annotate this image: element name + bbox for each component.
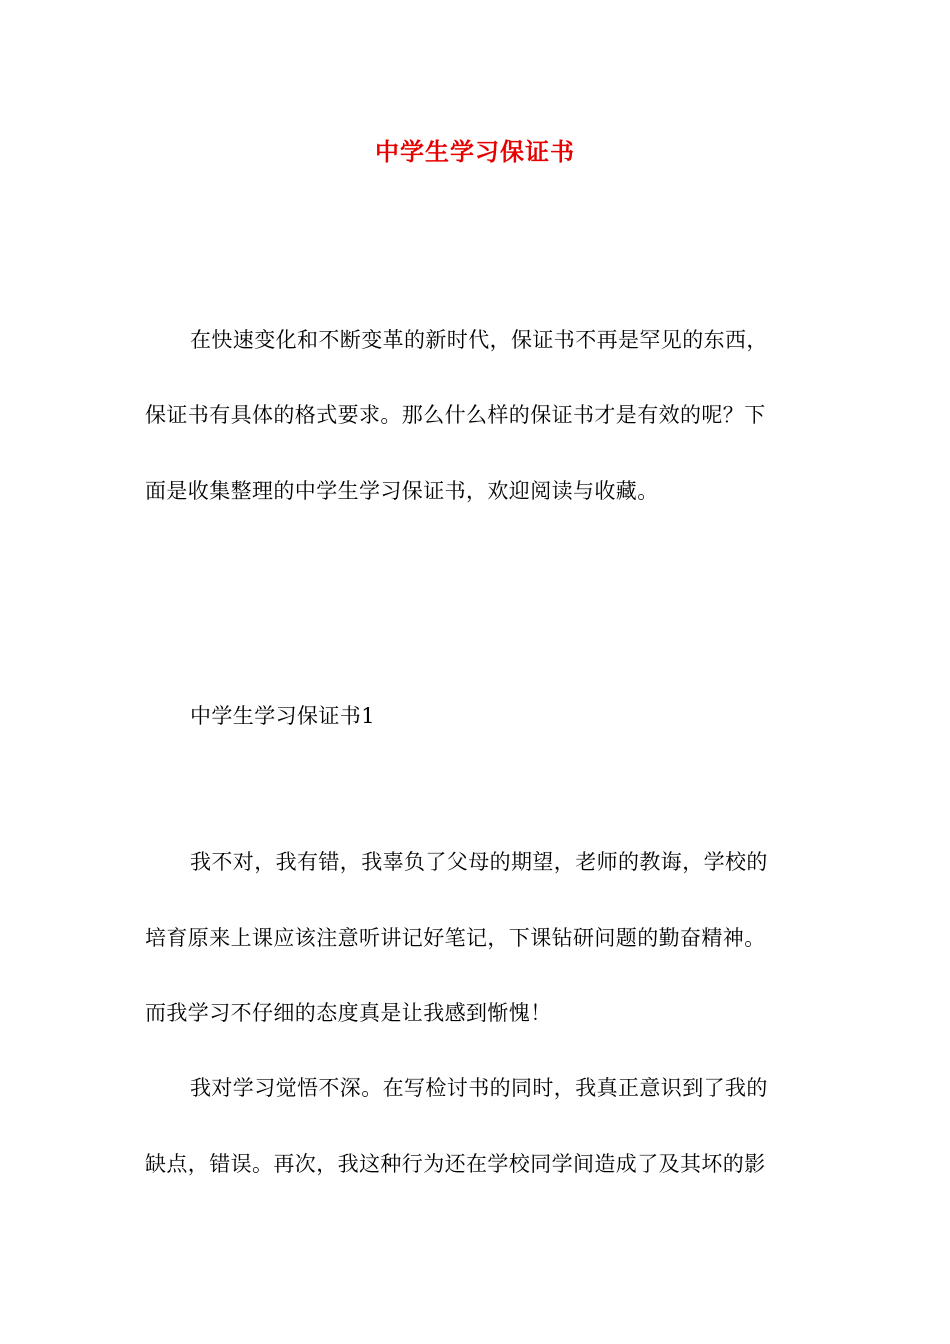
paragraph-line: 培育原来上课应该注意听讲记好笔记，下课钻研问题的勤奋精神。	[145, 926, 766, 950]
paragraph-line: 保证书有具体的格式要求。那么什么样的保证书才是有效的呢？下	[145, 403, 766, 427]
paragraph-line: 面是收集整理的中学生学习保证书，欢迎阅读与收藏。	[145, 479, 659, 503]
document-title: 中学生学习保证书	[375, 137, 575, 166]
paragraph-line: 在快速变化和不断变革的新时代，保证书不再是罕见的东西，	[190, 328, 768, 352]
paragraph-line: 而我学习不仔细的态度真是让我感到惭愧！	[145, 1001, 552, 1025]
section-heading: 中学生学习保证书1	[190, 704, 375, 728]
paragraph-line: 我对学习觉悟不深。在写检讨书的同时，我真正意识到了我的	[190, 1076, 768, 1100]
paragraph-line: 我不对，我有错，我辜负了父母的期望，老师的教诲，学校的	[190, 850, 768, 874]
paragraph-line: 缺点，错误。再次，我这种行为还在学校同学间造成了及其坏的影	[145, 1152, 766, 1176]
